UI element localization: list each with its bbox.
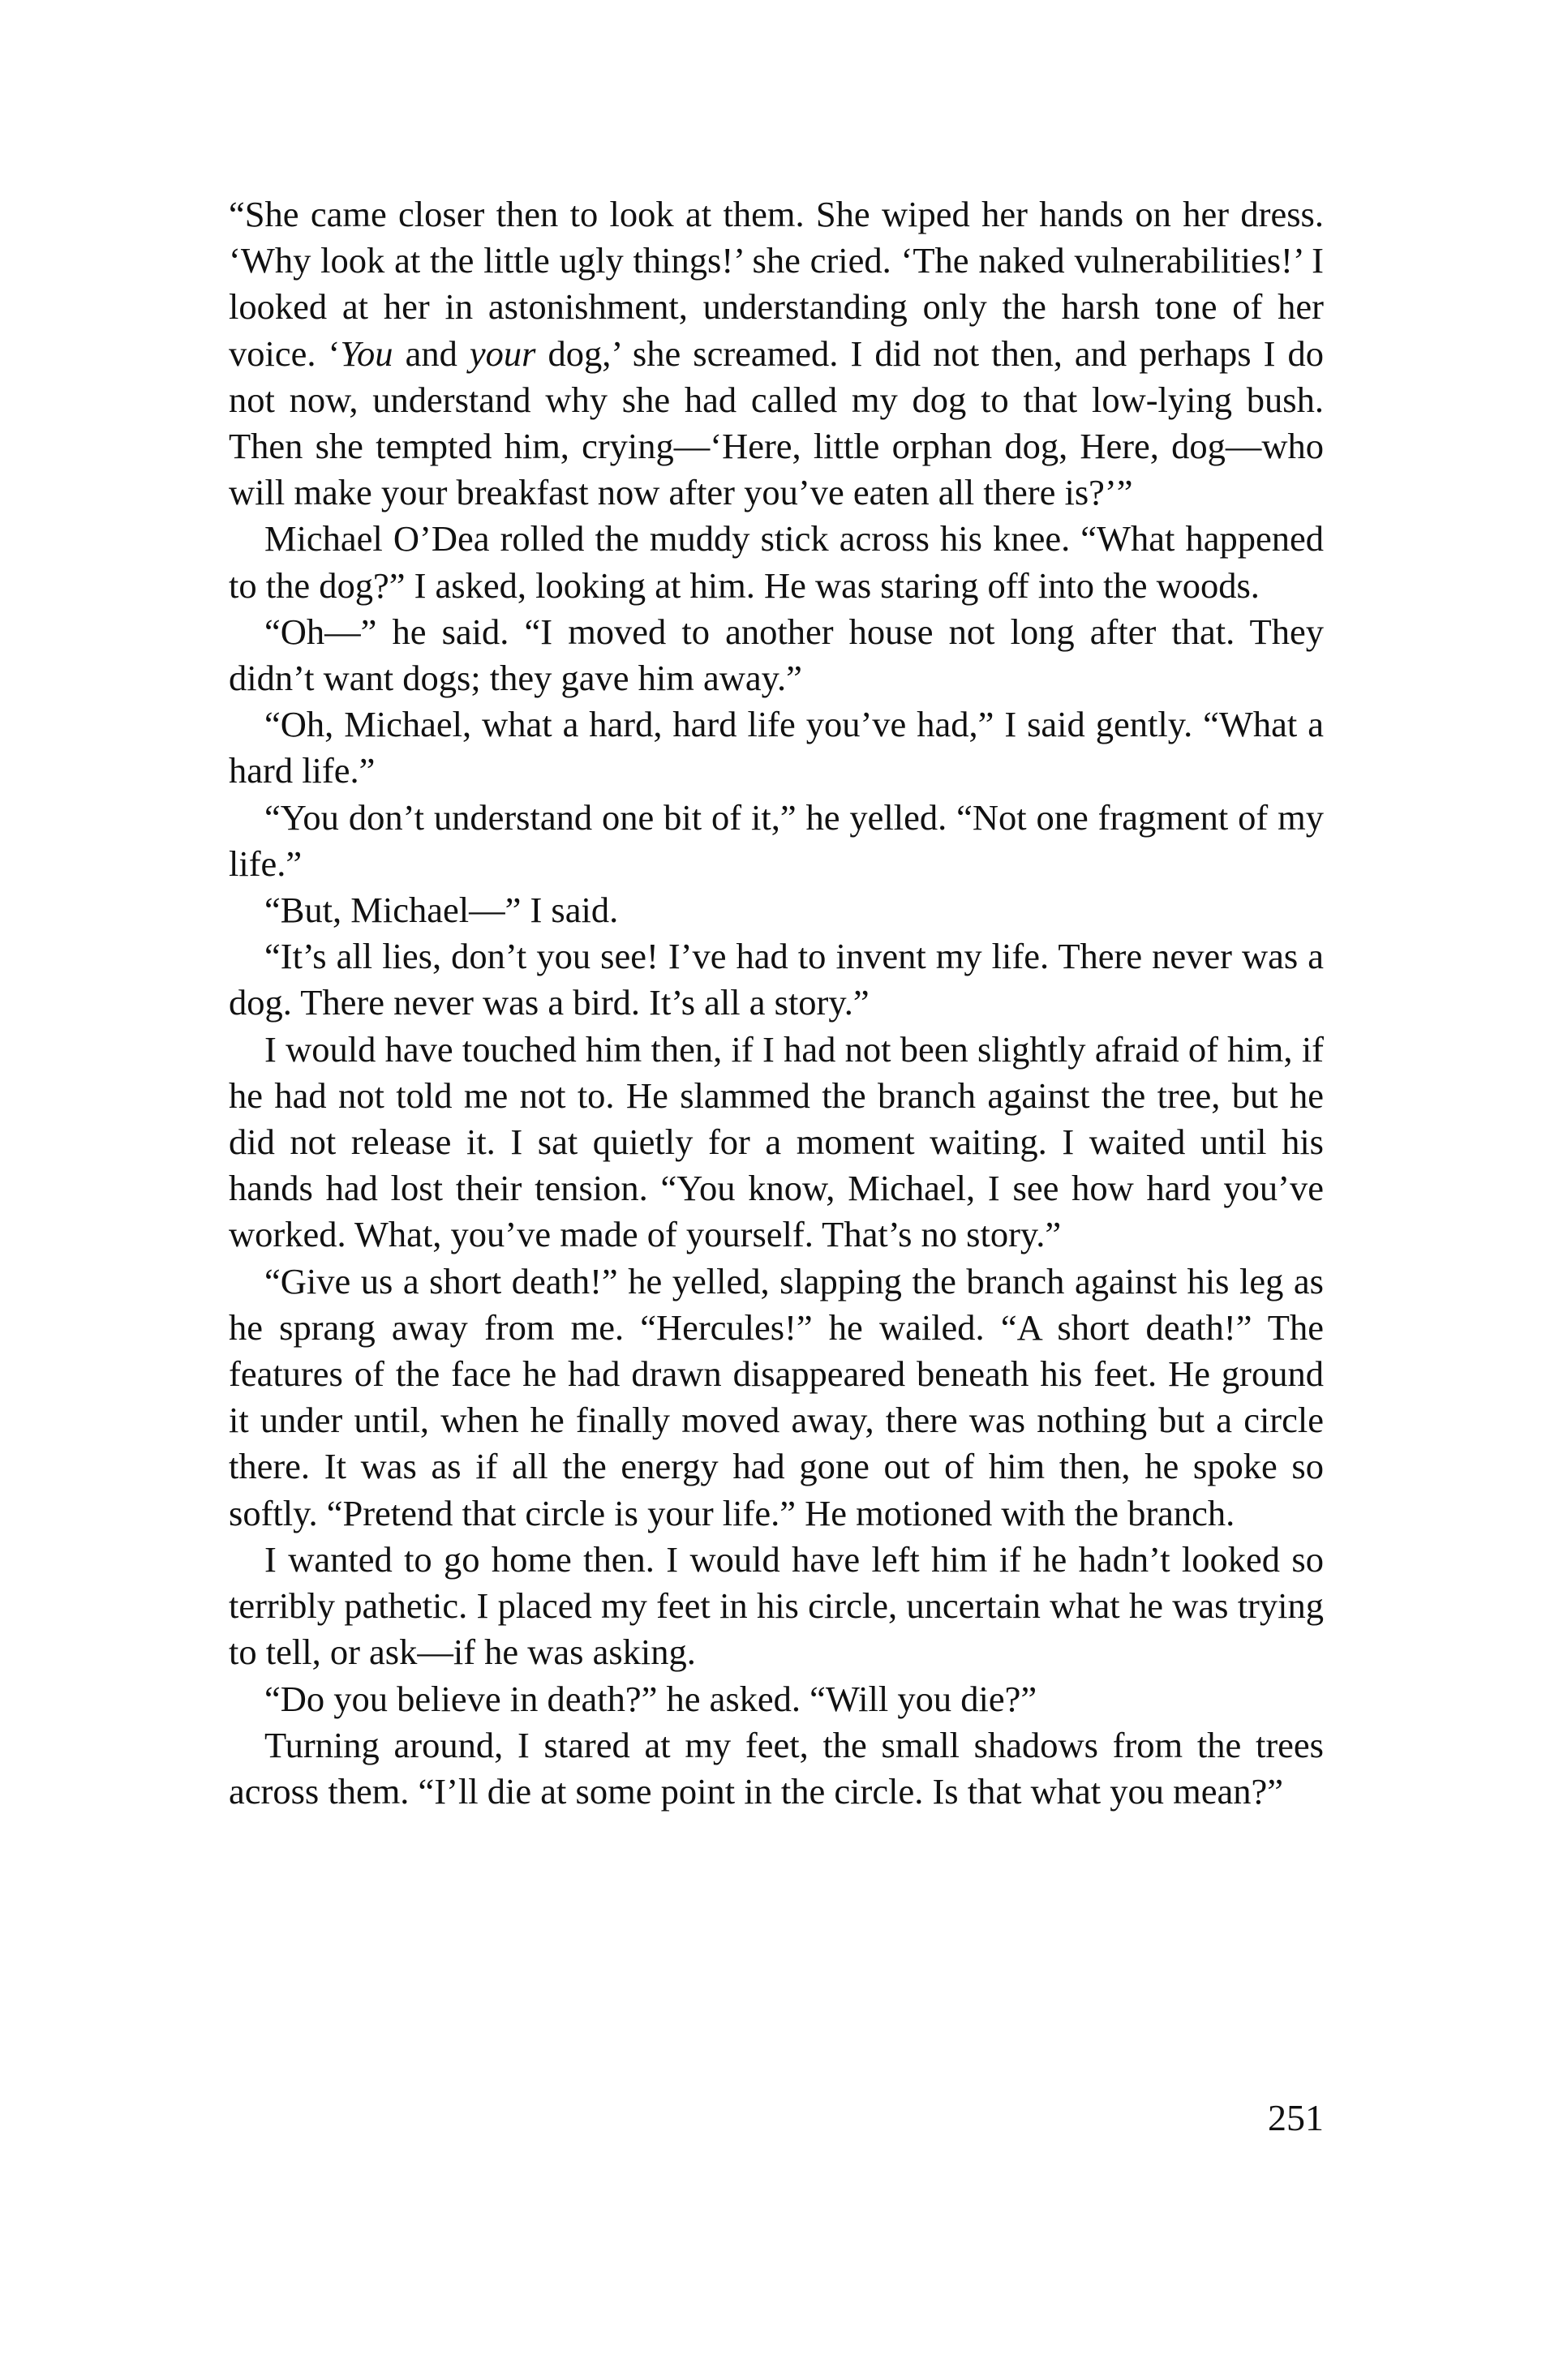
text-run: “You don’t understand one bit of it,” he yelled. “Not one fragment of my life.”: [229, 796, 1324, 884]
page-number: 251: [1268, 2097, 1324, 2138]
italic-text-run: your: [469, 332, 536, 374]
text-run: “She came closer then to look at them. She wiped her hands on her dress. ‘Why look at the little ugly things!’ she cried. ‘The naked vulnerabilities!’ I looked at her in astonishment, understanding only the harsh tone of her voice. ‘: [229, 194, 1324, 374]
paragraph: [229, 191, 1324, 516]
paragraph: [229, 609, 1324, 701]
text-run: “Oh, Michael, what a hard, hard life you’ve had,” I said gently. “What a hard life.”: [229, 704, 1324, 791]
paragraph: [229, 1027, 1324, 1259]
body-text: [229, 191, 1324, 1815]
paragraph: [229, 795, 1324, 887]
paragraph: [229, 1676, 1324, 1722]
paragraph: [229, 1537, 1324, 1676]
paragraph: [229, 887, 1324, 933]
text-run: and: [393, 332, 470, 374]
italic-text-run: You: [340, 332, 393, 374]
paragraph: [229, 701, 1324, 794]
text-run: “But, Michael—” I said.: [264, 890, 619, 931]
text-run: I would have touched him then, if I had not been slightly afraid of him, if he had not told me not to. He slammed the branch against the tree, but he did not release it. I sat quietly for a moment waiting. I waited until his hands had lost their tension. “You know, Michael, I see how hard you’ve worked. What, you’ve made of yourself. That’s no story.”: [229, 1028, 1324, 1255]
text-run: I wanted to go home then. I would have left him if he hadn’t looked so terribly pathetic. I placed my feet in his circle, uncertain what he was trying to tell, or ask—if he was asking.: [229, 1538, 1324, 1673]
text-run: “Do you believe in death?” he asked. “Will you die?”: [264, 1678, 1037, 1719]
paragraph: [229, 933, 1324, 1026]
text-run: “Oh—” he said. “I moved to another house not long after that. They didn’t want dogs; they gave him away.”: [229, 611, 1324, 699]
text-run: Turning around, I stared at my feet, the small shadows from the trees across them. “I’ll die at some point in the circle. Is that what you mean?”: [229, 1724, 1324, 1812]
text-run: “Give us a short death!” he yelled, slapping the branch against his leg as he sprang away from me. “Hercules!” he wailed. “A short death!” The features of the face he had drawn disappeared beneath his feet. He ground it under until, when he finally moved away, there was nothing but a circle there. It was as if all the energy had gone out of him then, he spoke so softly. “Pretend that circle is your life.” He motioned with the branch.: [229, 1260, 1324, 1533]
text-run: Michael O’Dea rolled the muddy stick across his knee. “What happened to the dog?” I asked, looking at him. He was staring off into the woods.: [229, 518, 1324, 606]
paragraph: [229, 1259, 1324, 1537]
text-run: dog,’ she screamed. I did not then, and perhaps I do not now, understand why she had called my dog to that low-lying bush. Then she tempted him, crying—‘Here, little orphan dog, Here, dog—who will make your breakfast now after you’ve eaten all there is?’”: [229, 332, 1324, 513]
paragraph: [229, 1722, 1324, 1815]
paragraph: [229, 516, 1324, 608]
text-run: “It’s all lies, don’t you see! I’ve had to invent my life. There never was a dog. There never was a bird. It’s all a story.”: [229, 936, 1324, 1023]
